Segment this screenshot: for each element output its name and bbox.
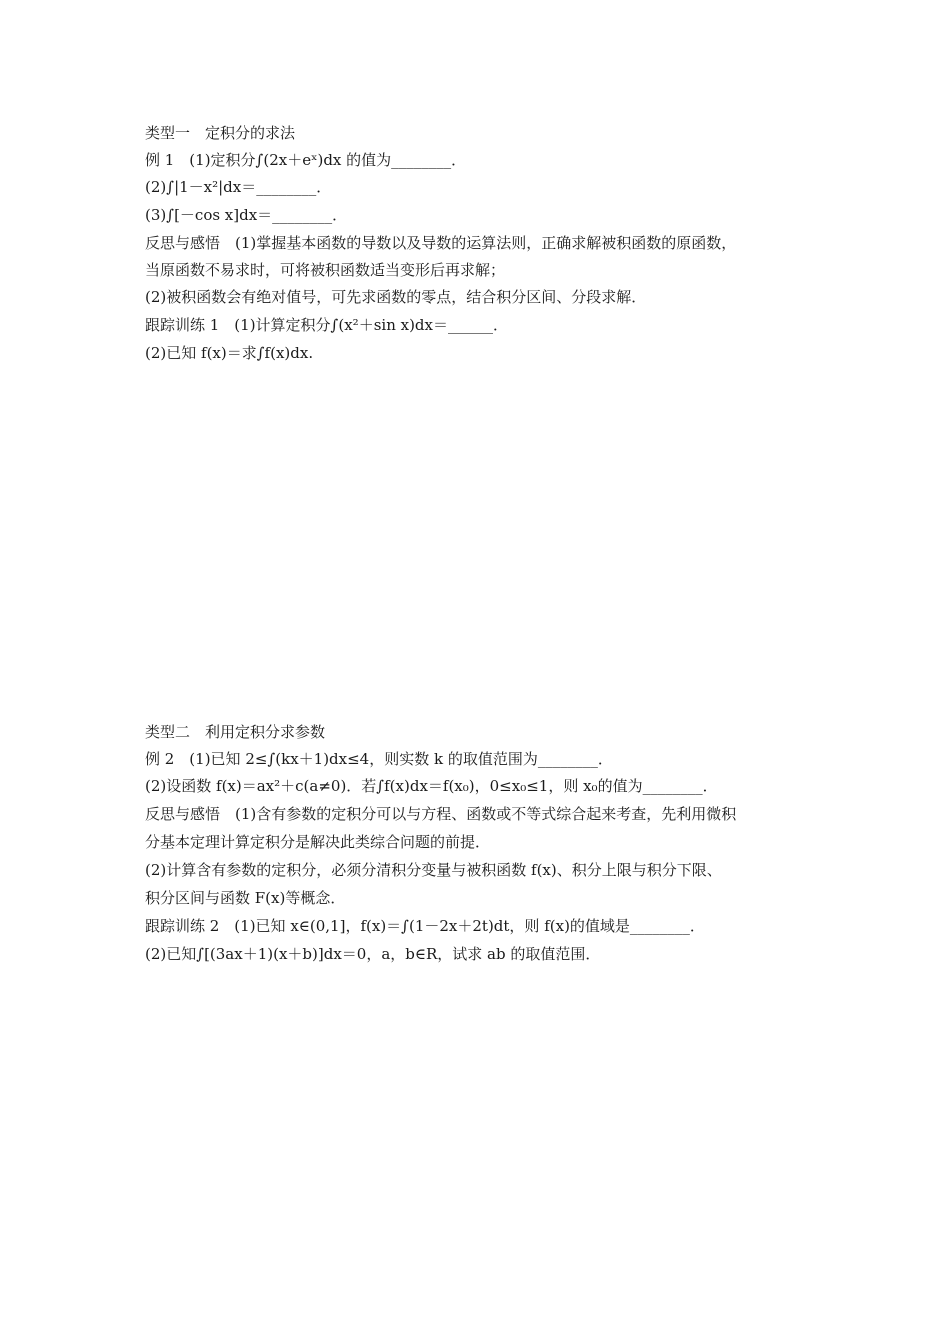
training-1-part-1: 跟踪训练 1 (1)计算定积分∫(x²＋sin x)dx＝______．	[145, 316, 508, 334]
example-2-part-1: 例 2 (1)已知 2≤∫(kx＋1)dx≤4，则实数 k 的取值范围为________．	[145, 750, 613, 768]
section-1-heading: 类型一 定积分的求法	[145, 124, 296, 142]
reflection-1-line-3: (2)被积函数会有绝对值号，可先求函数的零点，结合积分区间、分段求解．	[145, 288, 647, 306]
training-1-part-2: (2)已知 f(x)＝求∫f(x)dx.	[145, 344, 314, 362]
example-1-part-1: 例 1 (1)定积分∫(2x＋eˣ)dx 的值为________．	[145, 151, 467, 169]
reflection-2-line-4: 积分区间与函数 F(x)等概念．	[145, 889, 346, 907]
reflection-2-line-3: (2)计算含有参数的定积分，必须分清积分变量与被积函数 f(x)、积分上限与积分下限、	[145, 861, 722, 879]
training-2-part-1: 跟踪训练 2 (1)已知 x∈(0,1]，f(x)＝∫(1－2x＋2t)dt，则 f(x)的值域是________．	[145, 917, 705, 935]
example-1-part-2: (2)∫|1－x²|dx＝________．	[145, 178, 332, 196]
reflection-2-line-2: 分基本定理计算定积分是解决此类综合问题的前提．	[145, 833, 491, 851]
training-2-part-2: (2)已知∫[(3ax＋1)(x＋b)]dx＝0，a，b∈R，试求 ab 的取值范围．	[145, 945, 601, 963]
reflection-2-line-1: 反思与感悟 (1)含有参数的定积分可以与方程、函数或不等式综合起来考查，先利用微积	[145, 805, 737, 823]
reflection-1-line-2: 当原函数不易求时，可将被积函数适当变形后再求解；	[145, 261, 506, 279]
example-1-part-3: (3)∫[－cos x]dx＝________．	[145, 206, 348, 224]
reflection-1-line-1: 反思与感悟 (1)掌握基本函数的导数以及导数的运算法则，正确求解被积函数的原函数，	[145, 234, 737, 252]
example-2-part-2: (2)设函数 f(x)＝ax²＋c(a≠0)．若∫f(x)dx＝f(x₀)，0≤x₀≤1，则 x₀的值为________．	[145, 777, 718, 795]
section-2-heading: 类型二 利用定积分求参数	[145, 723, 326, 741]
